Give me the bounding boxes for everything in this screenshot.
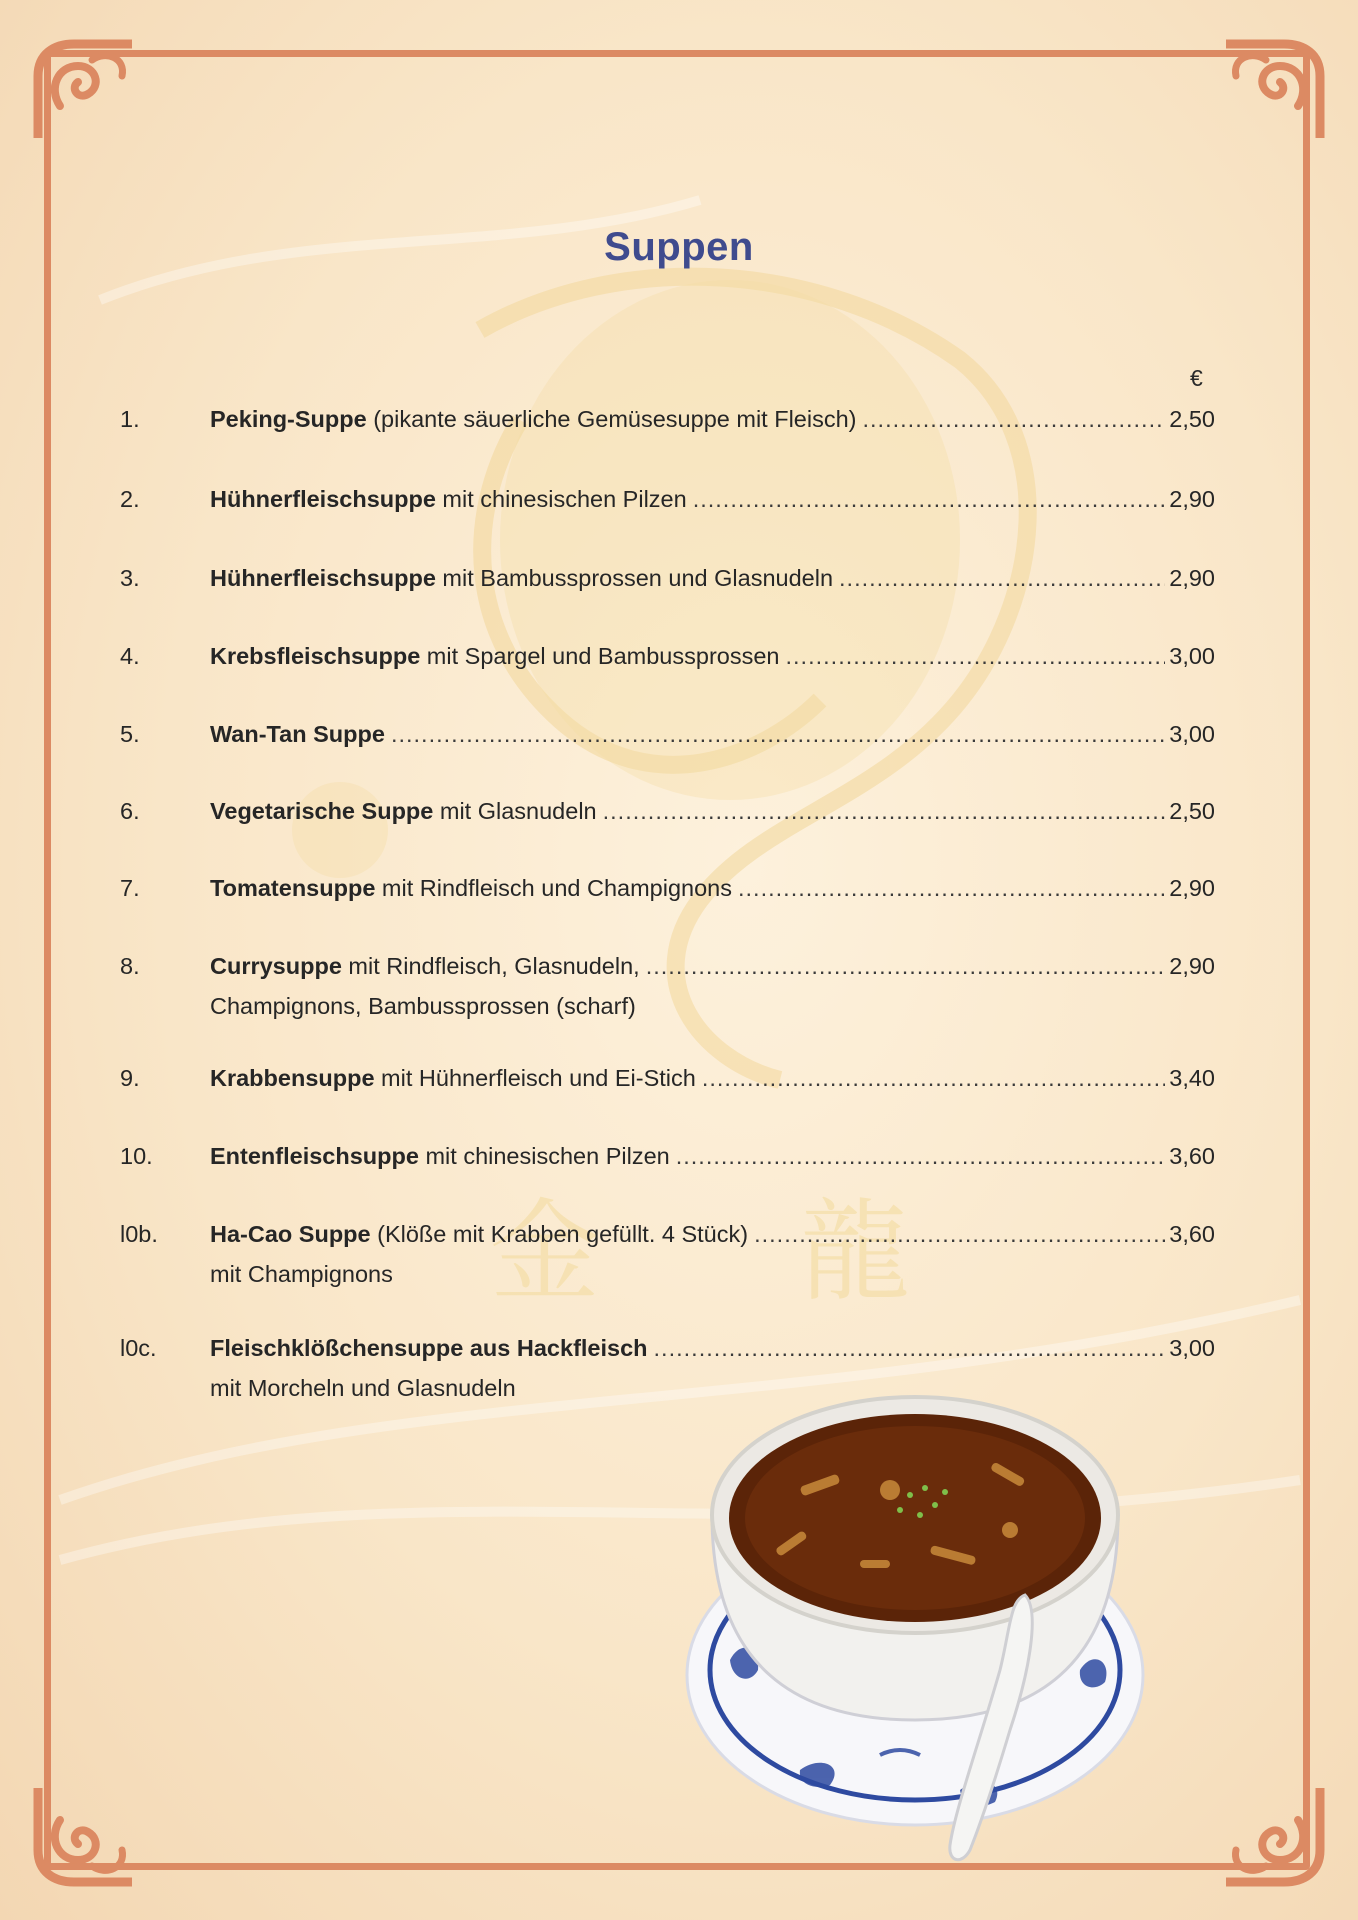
item-description: (Klöße mit Krabben gefüllt. 4 Stück) [370,1221,749,1247]
item-name: Krabbensuppe [210,1065,375,1091]
item-description-continued: Champignons, Bambussprossen (scharf) [210,993,636,1019]
dot-leader [738,872,1165,904]
item-name: Hühnerfleischsuppe [210,486,436,512]
item-description-continued: mit Morcheln und Glasnudeln [210,1375,516,1401]
dot-leader [693,483,1166,515]
item-name: Hühnerfleischsuppe [210,565,436,591]
item-number: 7. [120,875,140,901]
dot-leader [754,1218,1165,1250]
item-description: mit chinesischen Pilzen [418,1143,670,1169]
item-price: 2,90 [1169,953,1215,979]
dot-leader [839,562,1165,594]
item-description: mit chinesischen Pilzen [435,486,687,512]
menu-item [120,872,1215,904]
item-name: Entenfleischsuppe [210,1143,419,1169]
item-name: Fleischklößchensuppe aus Hackfleisch [210,1335,648,1361]
item-price: 3,00 [1169,643,1215,669]
page-title: Suppen [604,225,754,269]
menu-item [120,1062,1215,1094]
dot-leader [654,1332,1166,1364]
item-name: Wan-Tan Suppe [210,721,385,747]
item-number: 6. [120,798,140,824]
menu-item [120,1140,1215,1172]
item-number: 1. [120,406,140,432]
dot-leader [646,950,1166,982]
item-name: Currysuppe [210,953,342,979]
item-price: 2,90 [1169,565,1215,591]
item-price: 2,50 [1169,798,1215,824]
item-number: l0c. [120,1335,157,1361]
item-number: 2. [120,486,140,512]
item-price: 3,00 [1169,1335,1215,1361]
item-price: 2,50 [1169,406,1215,432]
menu-item [120,562,1215,594]
currency-label: € [1190,365,1203,391]
menu-item [120,718,1215,750]
menu-item [120,640,1215,672]
item-price: 3,40 [1169,1065,1215,1091]
item-name: Vegetarische Suppe [210,798,434,824]
dot-leader [676,1140,1166,1172]
item-name: Peking-Suppe [210,406,367,432]
item-description: mit Rindfleisch und Champignons [375,875,732,901]
svg-text:金: 金 [490,1188,600,1316]
dot-leader [603,795,1166,827]
item-name: Tomatensuppe [210,875,376,901]
menu-item [120,950,1215,1022]
item-price: 3,00 [1169,721,1215,747]
item-price: 3,60 [1169,1221,1215,1247]
item-name: Krebsfleischsuppe [210,643,421,669]
item-description-continued: mit Champignons [210,1261,393,1287]
svg-text:龍: 龍 [800,1188,910,1316]
dot-leader [862,403,1165,435]
item-price: 2,90 [1169,875,1215,901]
menu-item [120,483,1215,515]
item-number: 8. [120,953,140,979]
menu-item [120,403,1215,435]
item-description: (pikante säuerliche Gemüsesuppe mit Fleisch) [366,406,857,432]
item-description: mit Spargel und Bambussprossen [420,643,780,669]
soup-bowl-photo [680,1370,1160,1870]
item-description: mit Rindfleisch, Glasnudeln, [341,953,640,979]
item-price: 2,90 [1169,486,1215,512]
dot-leader [391,718,1165,750]
item-number: 4. [120,643,140,669]
item-description: mit Bambussprossen und Glasnudeln [435,565,834,591]
item-number: 10. [120,1143,153,1169]
item-price: 3,60 [1169,1143,1215,1169]
item-description: mit Hühnerfleisch und Ei-Stich [374,1065,696,1091]
item-number: 5. [120,721,140,747]
menu-item [120,795,1215,827]
item-number: 9. [120,1065,140,1091]
menu-item [120,1218,1215,1290]
item-description: mit Glasnudeln [433,798,597,824]
item-number: l0b. [120,1221,158,1247]
dot-leader [702,1062,1165,1094]
item-number: 3. [120,565,140,591]
dot-leader [785,640,1165,672]
item-name: Ha-Cao Suppe [210,1221,371,1247]
